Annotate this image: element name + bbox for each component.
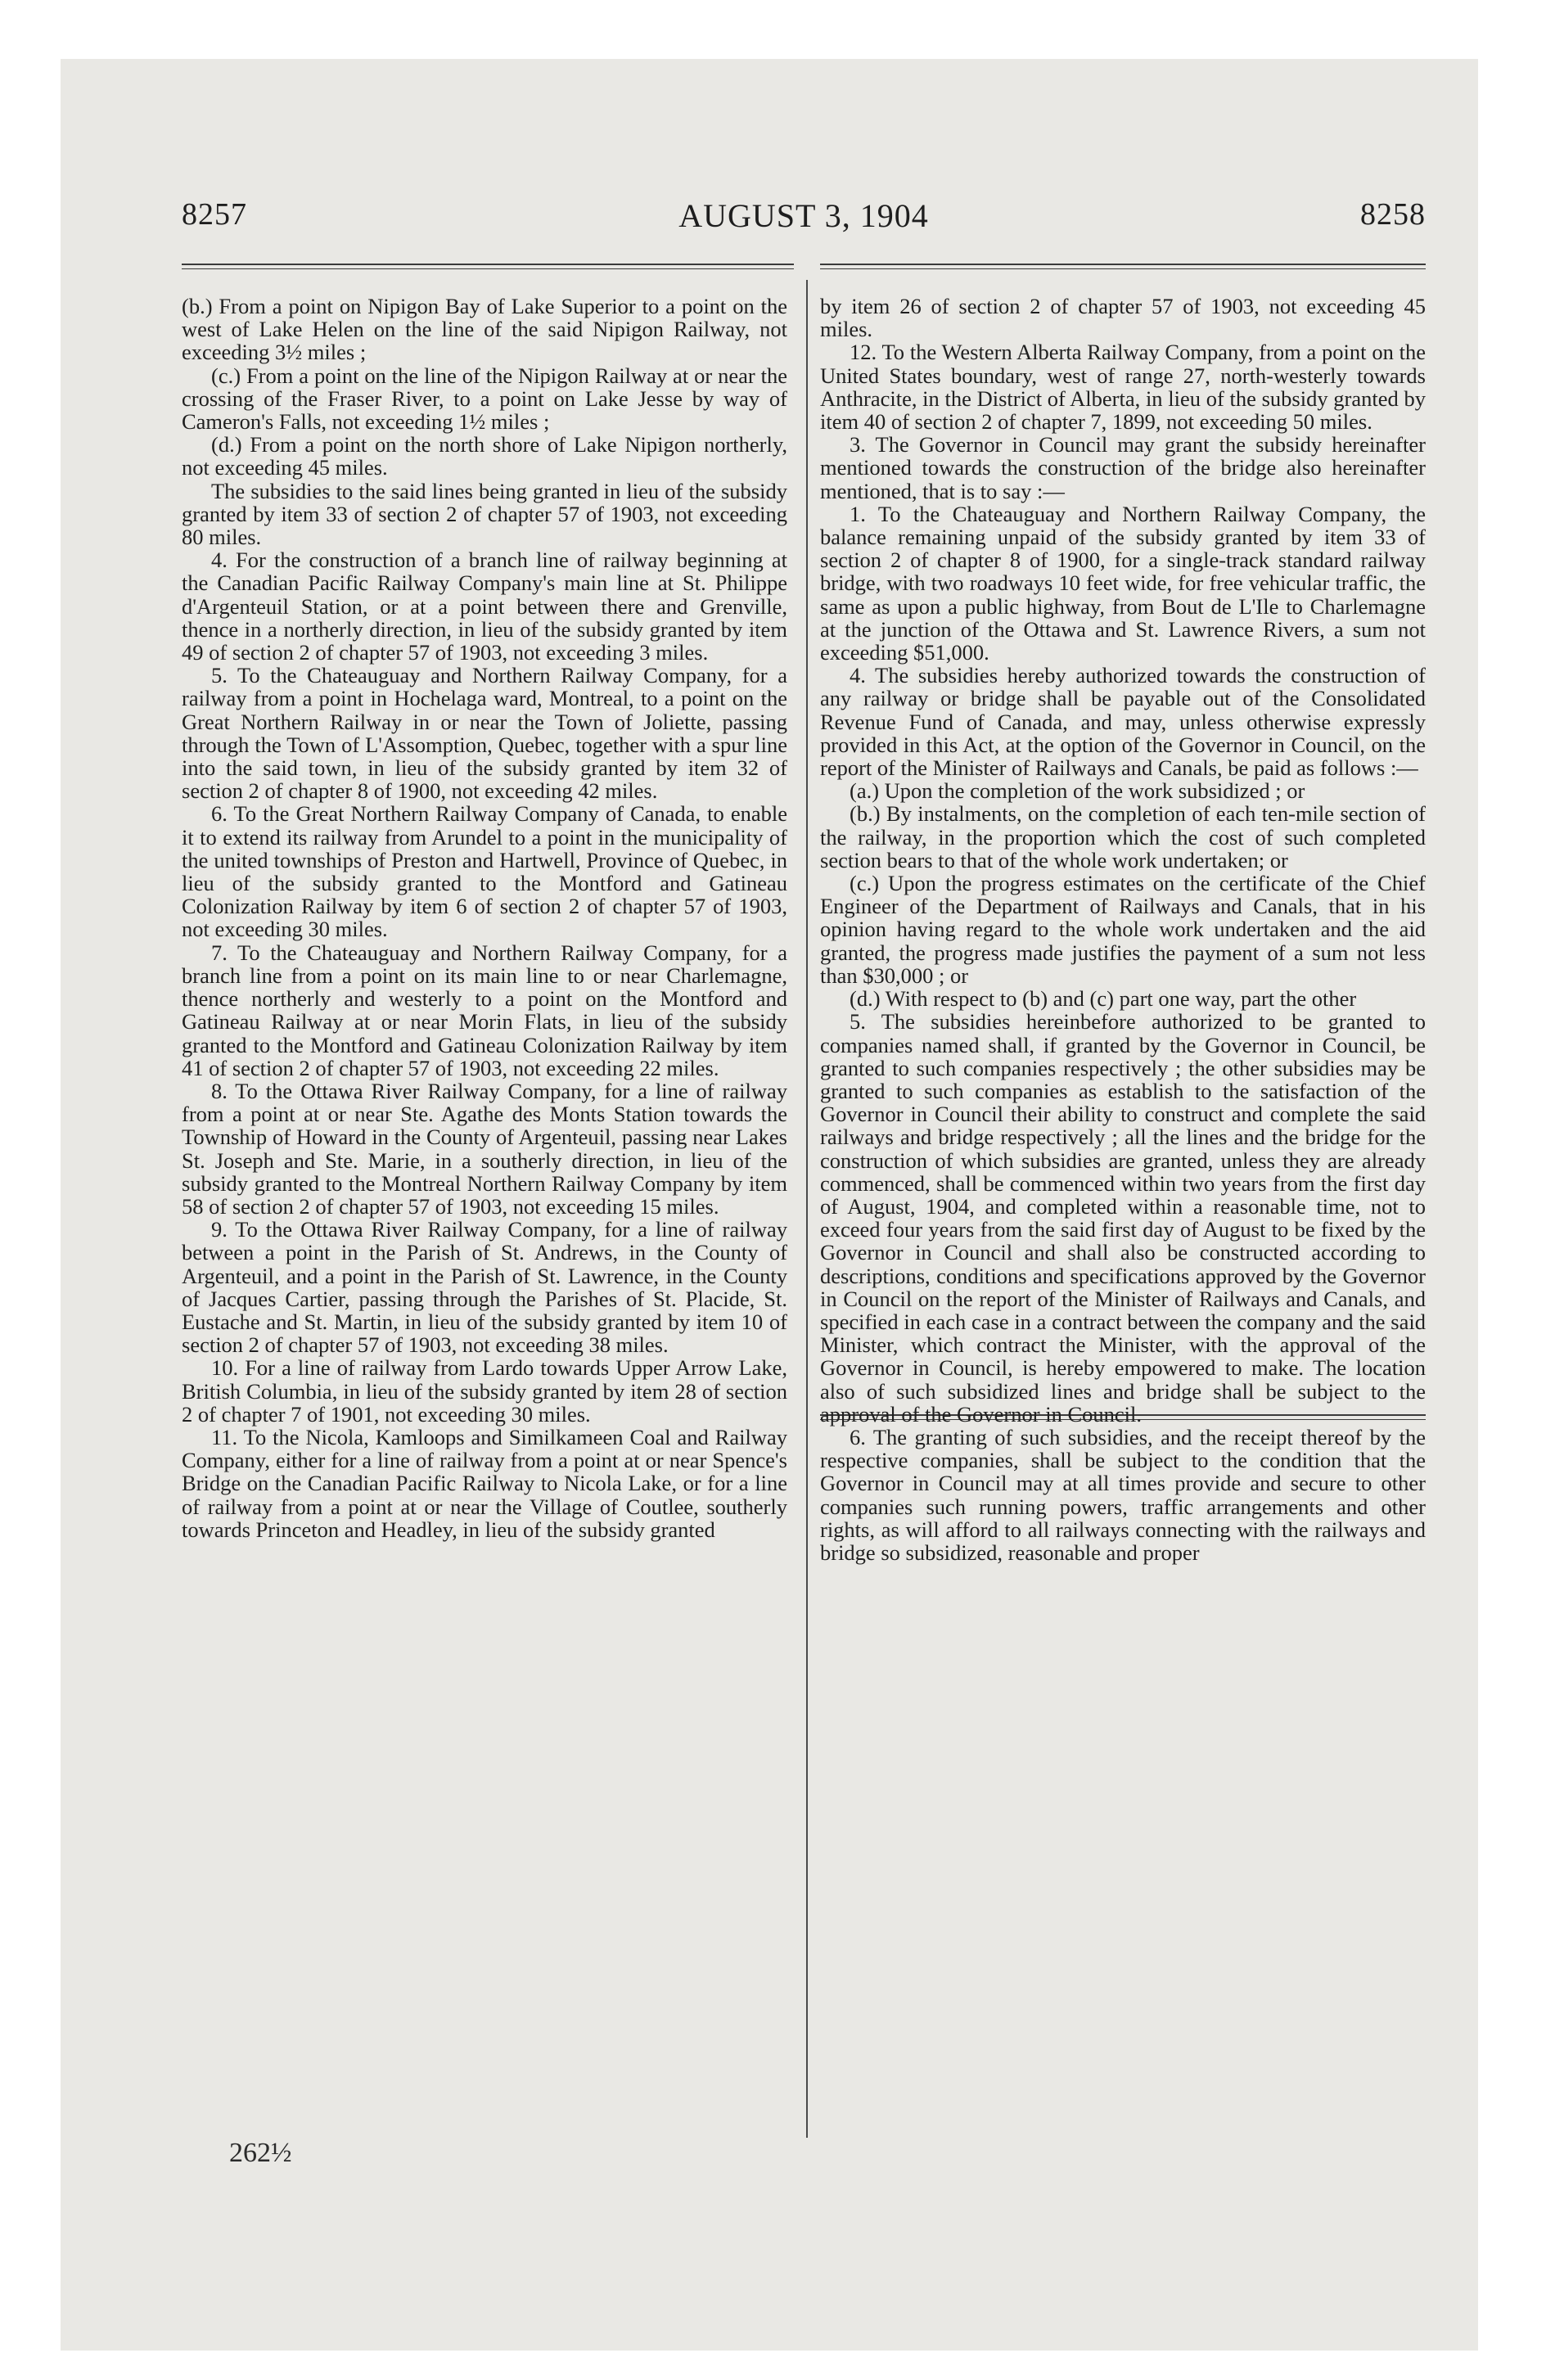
paragraph: 8. To the Ottawa River Railway Company, for a line of railway from a point at or near Ste. Agathe des Monts Station towards the Township of Howard in the County of Argenteuil, passing near Lakes St. Joseph and Ste. Marie, in a southerly direction, in lieu of the subsidy granted to the Montreal Northern Railway Company by item 58 of section 2 of chapter 57 of 1903, not exceeding 15 miles. [182, 1078, 787, 1219]
paragraph: 5. To the Chateauguay and Northern Railway Company, for a railway from a point in Hochelaga ward, Montreal, to a point on the Great Northern Railway in or near the Town of Joliette, passing through the Town of L'Assomption, Quebec, together with a spur line into the said town, in lieu of the subsidy granted by item 32 of section 2 of chapter 8 of 1900, not exceeding 42 miles. [182, 663, 787, 804]
header-rule-left [182, 264, 794, 265]
paragraph: 6. The granting of such subsidies, and the receipt thereof by the respective companies, shall be subject to the condition that the Governor in Council may at all times provide and secure to other companies such running powers, traffic arrangements and other rights, as will afford to all railways connecting with the railways and bridge so subsidized, reasonable and proper [820, 1424, 1426, 1565]
paragraph: The subsidies to the said lines being granted in lieu of the subsidy granted by item 33 of section 2 of chapter 57 of 1903, not exceeding 80 miles. [182, 478, 787, 550]
paragraph: 3. The Governor in Council may grant the subsidy hereinafter mentioned towards the construction of the bridge also hereinafter mentioned, that is to say :— [820, 432, 1426, 503]
paragraph: 12. To the Western Alberta Railway Company, from a point on the United States boundary, west of range 27, north-westerly towards Anthracite, in the District of Alberta, in lieu of the subsidy granted by item 40 of section 2 of chapter 7, 1899, not exceeding 50 miles. [820, 340, 1426, 435]
column-divider [806, 280, 808, 2138]
paragraph: (b.) From a point on Nipigon Bay of Lake Superior to a point on the west of Lake Helen on the line of the said Nipigon Railway, not exceeding 3½ miles ; [182, 294, 787, 365]
paragraph: 5. The subsidies hereinbefore authorized to be granted to companies named shall, if granted by the Governor in Council, be granted to such companies respectively ; the other subsidies may be granted to such companies as establish to the satisfaction of the Governor in Council their ability to construct and complete the said railways and bridge respectively ; all the lines and the bridge for the construction of which subsidies are granted, unless they are already commenced, shall be commenced within two years from the first day of August, 1904, and completed within a reasonable time, not to exceed four years from the said first day of August to be fixed by the Governor in Council and shall also be constructed according to descriptions, conditions and specifications approved by the Governor in Council on the report of the Minister of Railways and Canals, and specified in each case in a contract between the company and the said Minister, which contract the Minister, with the approval of the Governor in Council, is hereby empowered to make. The location also of such subsidized lines and bridge shall be subject to the approval of the Governor in Council. [820, 1009, 1426, 1427]
paragraph: (b.) By instalments, on the completion of each ten-mile section of the railway, in the proportion which the cost of such completed section bears to that of the whole work undertaken; or [820, 801, 1426, 872]
page-date-title: AUGUST 3, 1904 [678, 197, 929, 234]
paragraph: 10. For a line of railway from Lardo towards Upper Arrow Lake, British Columbia, in lieu of the subsidy granted by item 28 of section 2 of chapter 7 of 1901, not exceeding 30 miles. [182, 1355, 787, 1427]
header-rule-right-thin [820, 268, 1426, 269]
scanned-page-background [61, 59, 1478, 2351]
paragraph: (a.) Upon the completion of the work subsidized ; or [850, 778, 1305, 804]
page-header [182, 196, 1426, 246]
paragraph: 11. To the Nicola, Kamloops and Similkameen Coal and Railway Company, either for a line of railway from a point at or near Spence's Bridge on the Canadian Pacific Railway to Nicola Lake, or for a line of railway from a point at or near the Village of Coutlee, southerly towards Princeton and Headley, in lieu of the subsidy granted [182, 1424, 787, 1542]
paragraph: 7. To the Chateauguay and Northern Railway Company, for a branch line from a point on its main line to or near Charlemagne, thence northerly and westerly to a point on the Montford and Gatineau Railway at or near Morin Flats, in lieu of the subsidy granted to the Montford and Gatineau Colonization Railway by item 41 of section 2 of chapter 57 of 1903, not exceeding 22 miles. [182, 940, 787, 1080]
paragraph: (d.) With respect to (b) and (c) part one way, part the other [850, 986, 1357, 1012]
paragraph: 4. For the construction of a branch line of railway beginning at the Canadian Pacific Railway Company's main line at St. Philippe d'Argenteuil Station, or at a point between there and Grenville, thence in a northerly direction, in lieu of the subsidy granted by item 49 of section 2 of chapter 57 of 1903, not exceeding 3 miles. [182, 548, 787, 665]
hansard-page [182, 59, 1426, 2351]
paragraph: 1. To the Chateauguay and Northern Railway Company, the balance remaining unpaid of the subsidy granted by item 33 of section 2 of chapter 8 of 1900, for a single-track standard railway bridge, with two roadways 10 feet wide, for free vehicular traffic, the same as upon a public highway, from Bout de L'Ile to Charlemagne at the junction of the Ottawa and St. Lawrence Rivers, a sum not exceeding $51,000. [820, 501, 1426, 665]
paragraph: 6. To the Great Northern Railway Company of Canada, to enable it to extend its railway from Arundel to a point in the municipality of the united townships of Preston and Hartwell, Province of Quebec, in lieu of the subsidy granted to the Montford and Gatineau Colonization Railway by item 6 of section 2 of chapter 57 of 1903, not exceeding 30 miles. [182, 801, 787, 942]
header-rule-right [820, 264, 1426, 265]
printer-signature: 262½ [229, 2138, 292, 2168]
paragraph: (c.) Upon the progress estimates on the certificate of the Chief Engineer of the Department of Railways and Canals, that in his opinion having regard to the whole work undertaken and the aid granted, the progress made justifies the payment of a sum not less than $30,000 ; or [820, 871, 1426, 988]
paragraph: 9. To the Ottawa River Railway Company, for a line of railway between a point in the Parish of St. Andrews, in the County of Argenteuil, and a point in the Parish of St. Lawrence, in the County of Jacques Cartier, passing through the Parishes of St. Placide, St. Eustache and St. Martin, in lieu of the subsidy granted by item 10 of section 2 of chapter 57 of 1903, not exceeding 38 miles. [182, 1217, 787, 1358]
paragraph: by item 26 of section 2 of chapter 57 of 1903, not exceeding 45 miles. [820, 294, 1426, 342]
header-rule-left-thin [182, 268, 794, 269]
right-column [820, 295, 1426, 1564]
paragraph: (c.) From a point on the line of the Nipigon Railway at or near the crossing of the Fraser River, to a point on Lake Jesse by way of Cameron's Falls, not exceeding 1½ miles ; [182, 363, 787, 435]
page-number-left: 8257 [182, 197, 247, 232]
paragraph: 4. The subsidies hereby authorized towards the construction of any railway or bridge shall be payable out of the Consolidated Revenue Fund of Canada, and may, unless otherwise expressly provided in this Act, at the option of the Governor in Council, on the report of the Minister of Railways and Canals, be paid as follows :— [820, 663, 1426, 781]
left-column [182, 295, 787, 1541]
paragraph: (d.) From a point on the north shore of Lake Nipigon northerly, not exceeding 45 miles. [182, 432, 787, 480]
page-number-right: 8258 [1360, 197, 1426, 232]
